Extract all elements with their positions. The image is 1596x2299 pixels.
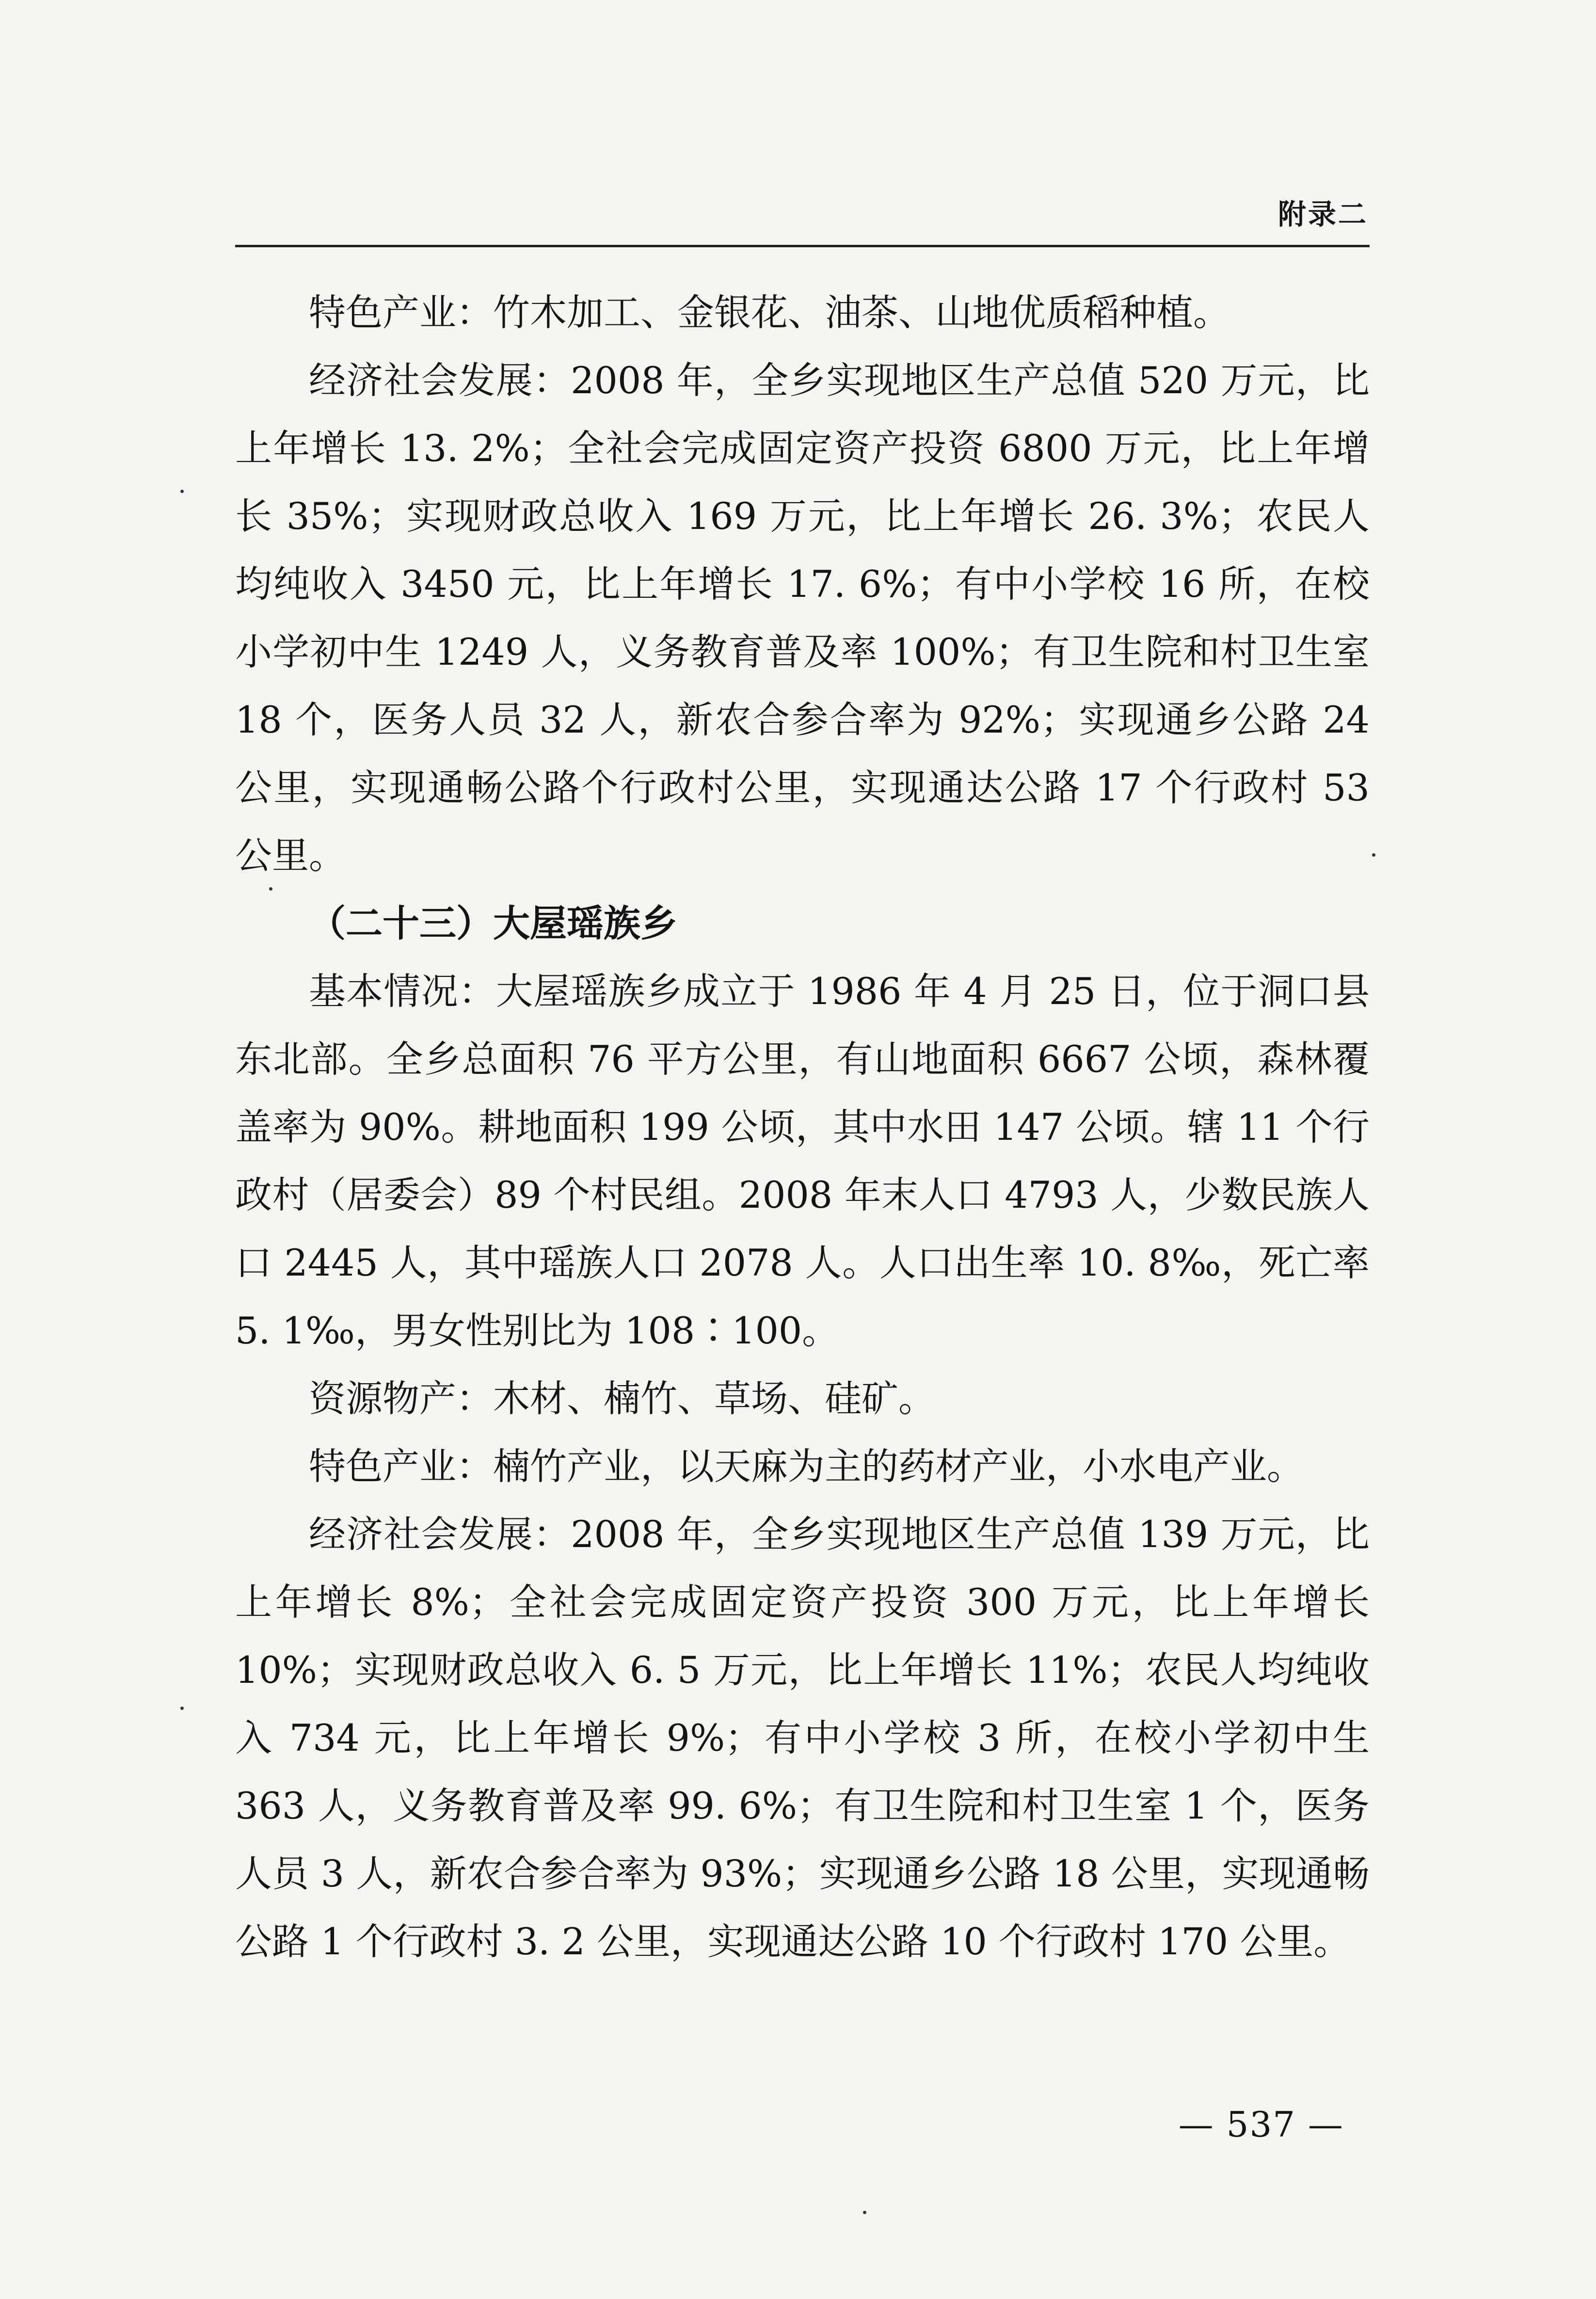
scan-speck — [1372, 853, 1375, 857]
scan-speck — [180, 490, 184, 493]
paragraph-featured-industries-2: 特色产业：楠竹产业，以天麻为主的药材产业，小水电产业。 — [309, 1445, 1304, 1488]
paragraph-economic-development-2: 经济社会发展：2008 年，全乡实现地区生产总值 139 万元，比上年增长 8%；全社会完成固定资产投资 300 万元，比上年增长 10%；实现财政总收入 6. 5 万元，比上年增长 11%；农民人均纯收入 734 元，比上年增长 9%；有中小学校 3 所，在校小学初中生 363 人，义务教育普及率 99. 6%；有卫生院和村卫生室 1 个，医务人员 3 人，新农合参合率为 93%；实现通乡公路 18 公里，实现通畅公路 1 个行政村 3. 2 公里，实现通达公路 10 个行政村 170 公里。 — [235, 1513, 1370, 1963]
scan-speck — [269, 887, 272, 891]
paragraph-basic-info: 基本情况：大屋瑶族乡成立于 1986 年 4 月 25 日，位于洞口县东北部。全乡总面积 76 平方公里，有山地面积 6667 公顷，森林覆盖率为 90%。耕地面积 199 公顷，其中水田 147 公顷。辖 11 个行政村（居委会）89 个村民组。2008 年末人口 4793 人，少数民族人口 2445 人，其中瑶族人口 2078 人。人口出生率 10. 8‰，死亡率 5. 1‰，男女性别比为 108∶100。 — [235, 970, 1370, 1352]
paragraph-resources: 资源物产：木材、楠竹、草场、硅矿。 — [309, 1377, 935, 1420]
page-number: — 537 — — [1178, 2104, 1344, 2145]
body-text — [235, 279, 1370, 1976]
scan-speck — [863, 2211, 866, 2214]
paragraph-featured-industries: 特色产业：竹木加工、金银花、油茶、山地优质稻种植。 — [309, 291, 1230, 334]
paragraph-economic-development: 经济社会发展：2008 年，全乡实现地区生产总值 520 万元，比上年增长 13. 2%；全社会完成固定资产投资 6800 万元，比上年增长 35%；实现财政总收入 169 万元，比上年增长 26. 3%；农民人均纯收入 3450 元，比上年增长 17. 6%；有中小学校 16 所，在校小学初中生 1249 人，义务教育普及率 100%；有卫生院和村卫生室 18 个，医务人员 32 人，新农合参合率为 92%；实现通乡公路 24 公里，实现通畅公路个行政村公里，实现通达公路 17 个行政村 53 公里。 — [235, 359, 1370, 877]
section-heading: （二十三）大屋瑶族乡 — [309, 902, 677, 945]
running-header: 附录二 — [1277, 198, 1368, 231]
scan-speck — [180, 1707, 184, 1710]
header-rule — [235, 245, 1370, 247]
